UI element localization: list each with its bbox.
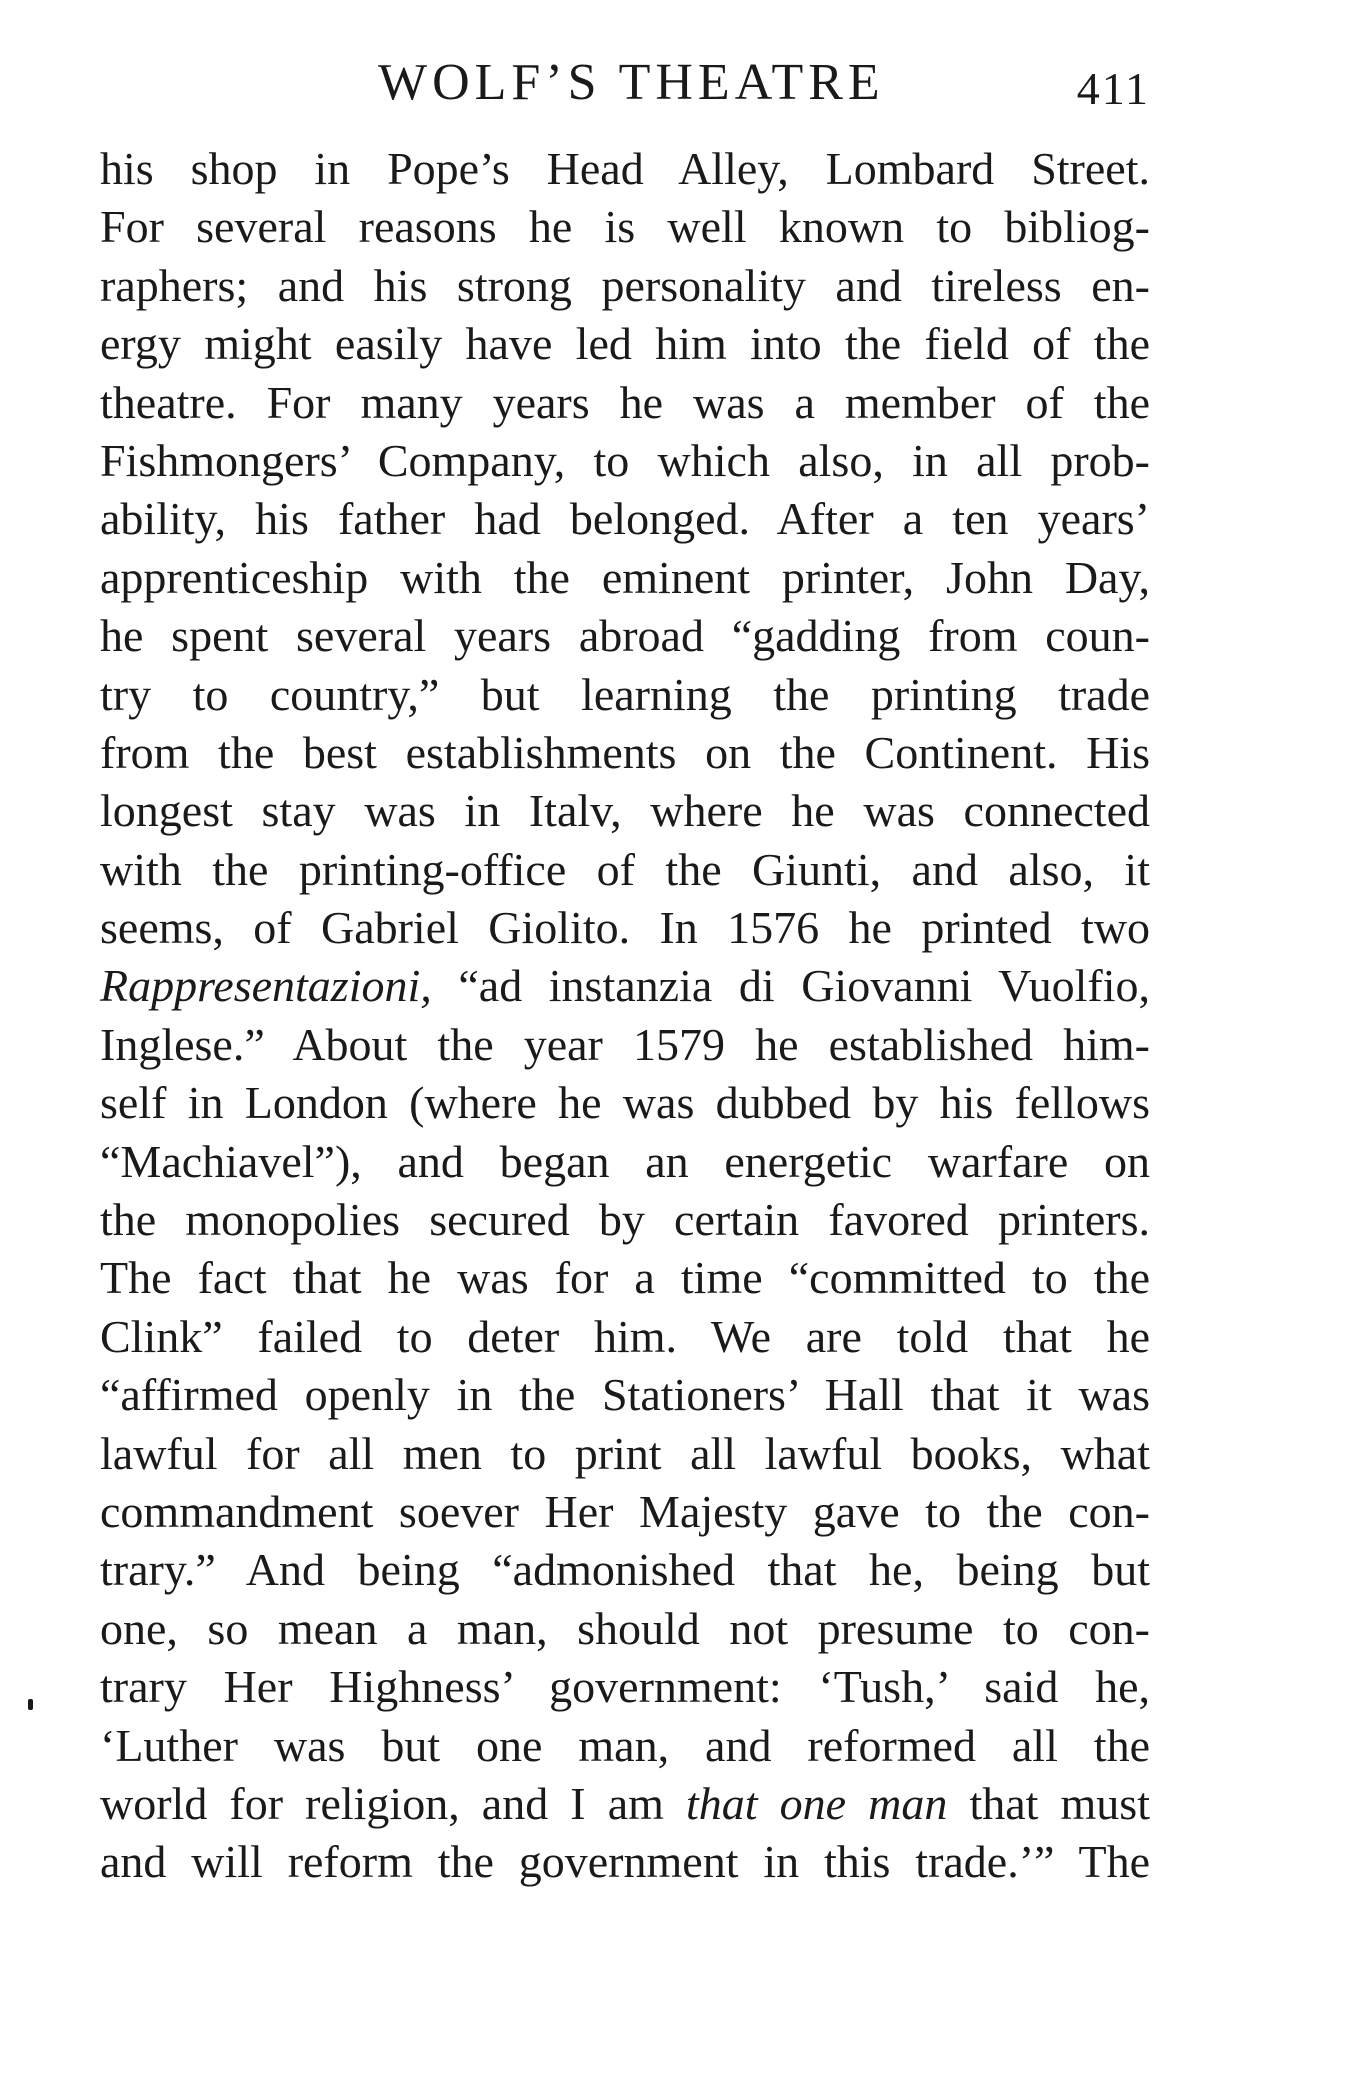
- text-segment: with the printing-office of the Giunti, and also, it: [100, 843, 1150, 895]
- text-segment: world for religion, and I am: [100, 1777, 686, 1829]
- running-title: WOLF’S THEATRE: [378, 54, 885, 111]
- text-line: [100, 198, 1150, 256]
- text-segment: ergy might easily have led him into the field of the: [100, 318, 1150, 370]
- text-segment: the monopolies secured by certain favored printers.: [100, 1194, 1150, 1246]
- margin-mark: [28, 1699, 33, 1710]
- text-line: [100, 899, 1150, 957]
- text-line: [100, 957, 1150, 1015]
- text-line: [100, 432, 1150, 490]
- text-line: [100, 374, 1150, 432]
- text-segment: self in London (where he was dubbed by his fellows: [100, 1077, 1150, 1129]
- text-line: [100, 1833, 1150, 1891]
- text-line: [100, 1308, 1150, 1366]
- text-line: [100, 1366, 1150, 1424]
- text-segment: theatre. For many years he was a member of the: [100, 376, 1150, 428]
- text-segment: trary.” And being “admonished that he, being but: [100, 1544, 1150, 1596]
- text-segment: that must: [947, 1777, 1150, 1829]
- text-line: [100, 607, 1150, 665]
- text-segment: his shop in Pope’s Head Alley, Lombard Street.: [100, 143, 1150, 194]
- text-line: [100, 1775, 1150, 1833]
- text-line: [100, 490, 1150, 548]
- text-line: [100, 549, 1150, 607]
- text-segment: longest stay was in Italv, where he was connected: [100, 785, 1150, 837]
- text-segment: trary Her Highness’ government: ‘Tush,’ said he,: [100, 1661, 1150, 1713]
- text-segment: and will reform the government in this trade.’” The: [100, 1836, 1150, 1888]
- text-line: [100, 1658, 1150, 1716]
- text-line: [100, 782, 1150, 840]
- text-segment: For several reasons he is well known to bibliog-: [100, 201, 1150, 253]
- text-line: [100, 1425, 1150, 1483]
- text-segment: commandment soever Her Majesty gave to the con-: [100, 1485, 1150, 1537]
- text-segment: ‘Luther was but one man, and reformed all the: [100, 1719, 1150, 1771]
- text-line: [100, 1483, 1150, 1541]
- text-segment: “affirmed openly in the Stationers’ Hall that it was: [100, 1369, 1150, 1421]
- text-segment: Inglese.” About the year 1579 he established him-: [100, 1018, 1150, 1070]
- italic-text: Rappresentazioni,: [100, 960, 432, 1012]
- text-segment: from the best establishments on the Continent. His: [100, 726, 1150, 778]
- text-segment: “Machiavel”), and began an energetic warfare on: [100, 1135, 1150, 1187]
- text-segment: Fishmongers’ Company, to which also, in all prob-: [100, 434, 1150, 486]
- text-line: [100, 1191, 1150, 1249]
- text-line: [100, 1717, 1150, 1775]
- text-segment: one, so mean a man, should not presume to con-: [100, 1602, 1150, 1654]
- text-line: [100, 666, 1150, 724]
- text-line: [100, 315, 1150, 373]
- text-line: [100, 1133, 1150, 1191]
- text-segment: Clink” failed to deter him. We are told that he: [100, 1310, 1150, 1362]
- text-segment: apprenticeship with the eminent printer, John Day,: [100, 551, 1150, 603]
- page-number: 411: [1076, 63, 1150, 114]
- text-segment: he spent several years abroad “gadding from coun-: [100, 610, 1150, 662]
- text-segment: raphers; and his strong personality and tireless en-: [100, 259, 1150, 311]
- text-line: [100, 724, 1150, 782]
- text-segment: “ad instanzia di Giovanni Vuolfio,: [431, 960, 1150, 1012]
- text-line: [100, 1074, 1150, 1132]
- text-segment: seems, of Gabriel Giolito. In 1576 he printed two: [100, 902, 1150, 954]
- text-segment: try to country,” but learning the printing trade: [100, 668, 1150, 720]
- text-segment: ability, his father had belonged. After a ten years’: [100, 493, 1150, 545]
- italic-text: that one man: [686, 1777, 948, 1829]
- text-segment: lawful for all men to print all lawful books, what: [100, 1427, 1150, 1479]
- text-line: [100, 841, 1150, 899]
- text-line: [100, 1249, 1150, 1307]
- text-line: [100, 140, 1150, 198]
- running-head: [100, 48, 1150, 118]
- text-line: [100, 1016, 1150, 1074]
- body-text: [100, 140, 1150, 1892]
- text-line: [100, 1541, 1150, 1599]
- text-line: [100, 1600, 1150, 1658]
- text-segment: The fact that he was for a time “committed to the: [100, 1252, 1150, 1304]
- text-line: [100, 257, 1150, 315]
